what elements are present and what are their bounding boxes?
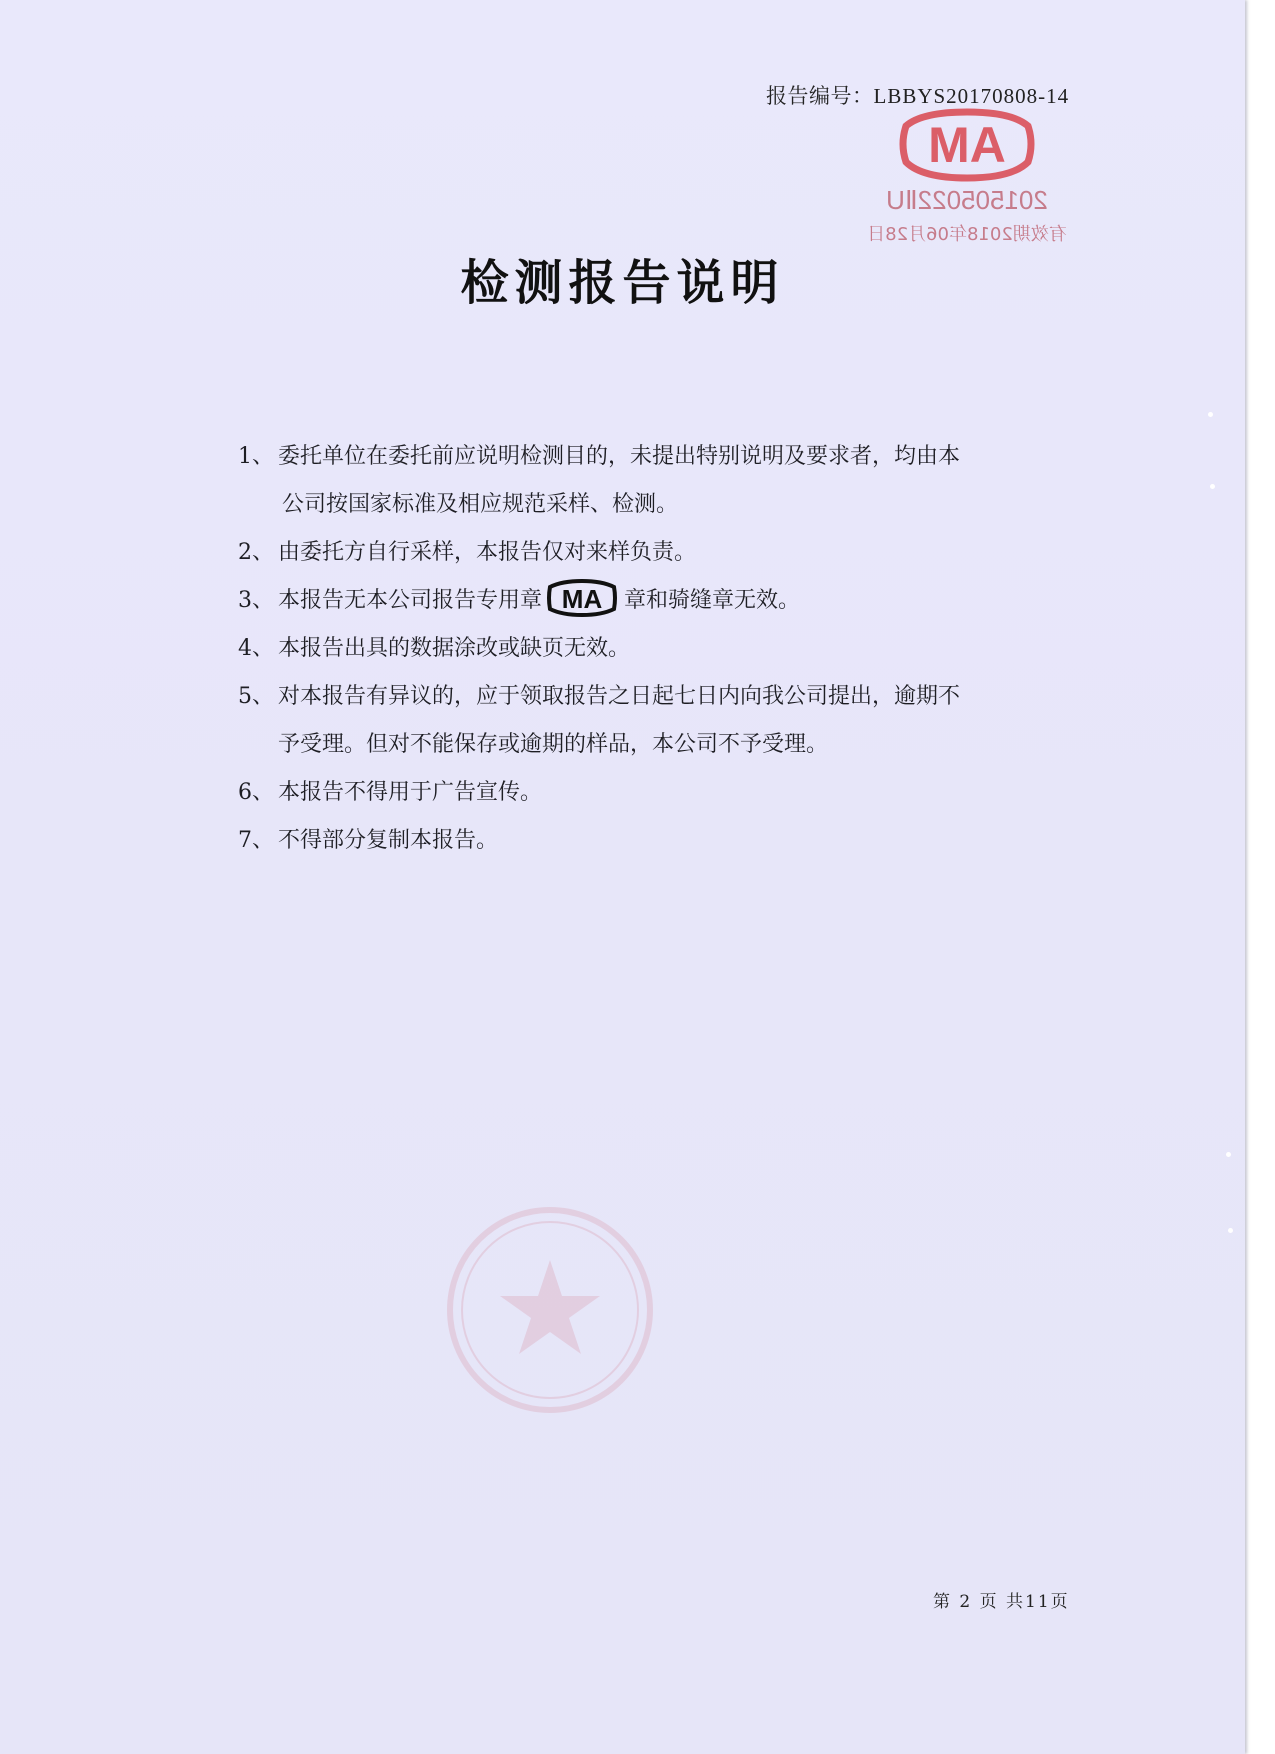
list-item-text-before: 本报告无本公司报告专用章 bbox=[278, 588, 543, 613]
punch-mark bbox=[1228, 1228, 1233, 1233]
list-item bbox=[238, 625, 1068, 673]
list-item-text bbox=[278, 577, 1068, 625]
cma-seal-stamp bbox=[862, 104, 1072, 254]
list-item-number: 5、 bbox=[238, 684, 274, 709]
cma-seal-validity: 有效期2018年06月28日 bbox=[867, 224, 1067, 245]
report-number-label: 报告编号： bbox=[766, 84, 874, 108]
notes-list bbox=[238, 433, 1068, 865]
list-item bbox=[238, 673, 1068, 769]
bleed-through-stamp bbox=[440, 1200, 660, 1420]
list-item-text: 对本报告有异议的，应于领取报告之日起七日内向我公司提出，逾期不 bbox=[278, 684, 961, 709]
list-item bbox=[238, 769, 1068, 817]
list-item-number: 2、 bbox=[238, 540, 274, 565]
list-item bbox=[238, 577, 1068, 625]
punch-mark bbox=[1208, 412, 1213, 417]
list-item-number: 6、 bbox=[238, 780, 274, 805]
cma-seal-cert-number: 201505022ⅡU bbox=[886, 185, 1048, 215]
punch-mark bbox=[1210, 484, 1215, 489]
list-item bbox=[238, 817, 1068, 865]
punch-mark bbox=[1226, 1152, 1231, 1157]
cma-seal-mark: MA bbox=[928, 117, 1006, 173]
list-item-number: 4、 bbox=[238, 636, 274, 661]
list-item-text: 本报告不得用于广告宣传。 bbox=[278, 780, 543, 805]
list-item-text: 由委托方自行采样，本报告仅对来样负责。 bbox=[278, 540, 697, 565]
list-item-number: 1、 bbox=[238, 444, 274, 469]
list-item-text: 委托单位在委托前应说明检测目的，未提出特别说明及要求者，均由本 bbox=[278, 444, 961, 469]
page-title: 检测报告说明 bbox=[460, 255, 785, 311]
cma-badge-text: MA bbox=[561, 584, 603, 614]
list-item-number: 3、 bbox=[238, 588, 274, 613]
report-number-value: LBBYS20170808-14 bbox=[873, 84, 1070, 108]
list-item bbox=[238, 433, 1068, 529]
list-item-text-after: 章和骑缝章无效。 bbox=[624, 588, 801, 613]
list-item-text: 公司按国家标准及相应规范采样、检测。 bbox=[282, 492, 679, 517]
cma-badge-icon bbox=[544, 579, 620, 617]
list-item-text: 予受理。但对不能保存或逾期的样品，本公司不予受理。 bbox=[278, 732, 829, 757]
page-number: 第 2 页 共11页 bbox=[933, 1592, 1070, 1612]
list-item-number: 7、 bbox=[238, 828, 274, 853]
list-item-text: 本报告出具的数据涂改或缺页无效。 bbox=[278, 636, 631, 661]
list-item bbox=[238, 529, 1068, 577]
list-item-text: 不得部分复制本报告。 bbox=[278, 828, 499, 853]
